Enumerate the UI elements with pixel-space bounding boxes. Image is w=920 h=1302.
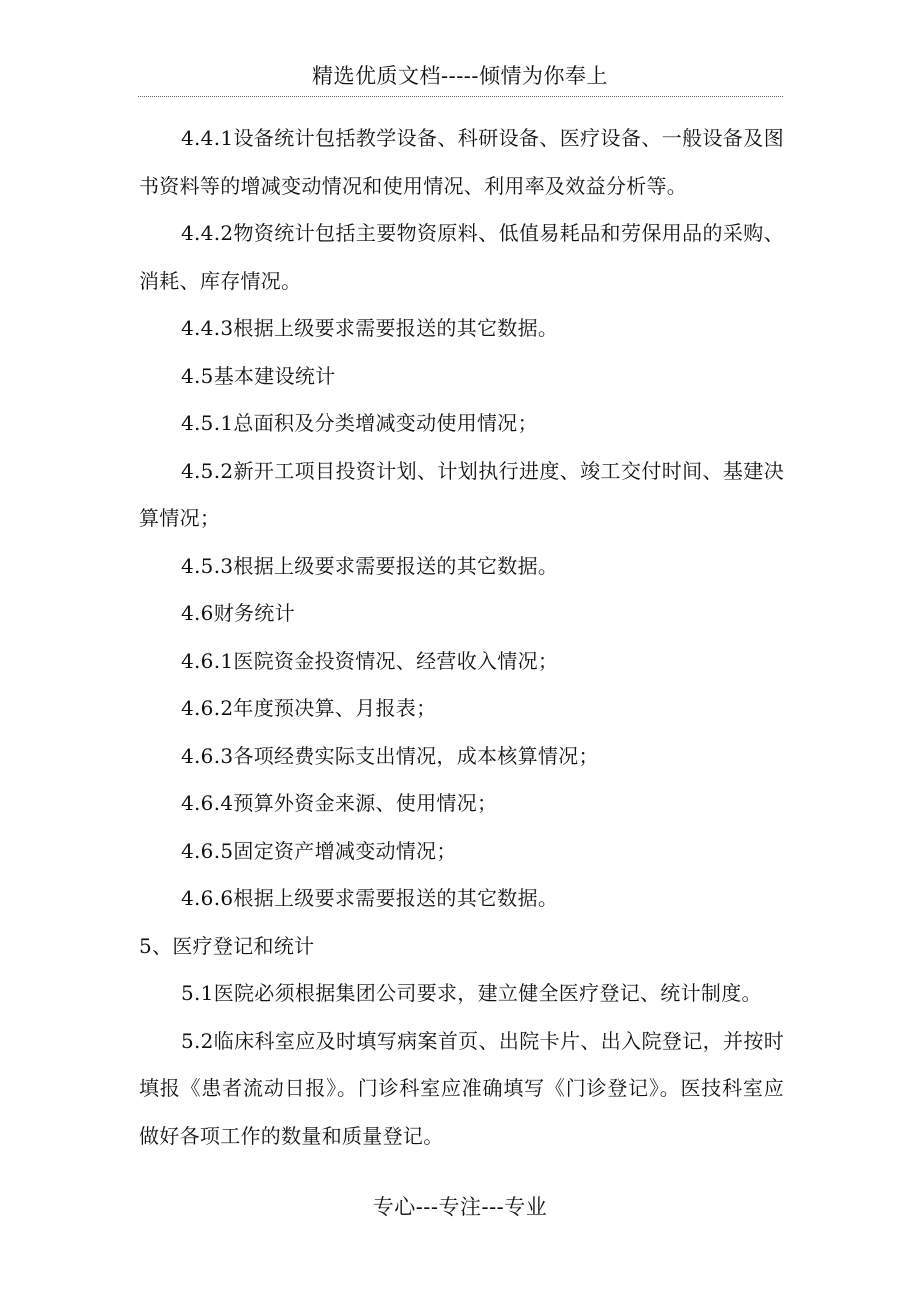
header-divider bbox=[138, 96, 783, 97]
paragraph-4-6-1: 4.6.1医院资金投资情况、经营收入情况； bbox=[181, 648, 559, 673]
paragraph-4-4-2: 4.4.2物资统计包括主要物资原料、低值易耗品和劳保用品的采购、消耗、库存情况。 bbox=[139, 221, 784, 293]
document-body bbox=[139, 115, 784, 1160]
paragraph-4-5-1: 4.5.1总面积及分类增减变动使用情况； bbox=[181, 411, 538, 435]
paragraph-4-4-3: 4.4.3根据上级要求需要报送的其它数据。 bbox=[181, 316, 559, 340]
section-heading-4-6: 4.6财务统计 bbox=[181, 601, 295, 625]
paragraph-4-6-6: 4.6.6根据上级要求需要报送的其它数据。 bbox=[181, 886, 559, 910]
paragraph-4-6-5: 4.6.5固定资产增减变动情况； bbox=[181, 838, 457, 863]
paragraph-4-6-4: 4.6.4预算外资金来源、使用情况； bbox=[181, 791, 498, 815]
page-header: 精选优质文档-----倾情为你奉上 bbox=[312, 64, 608, 88]
paragraph-4-5-3: 4.5.3根据上级要求需要报送的其它数据。 bbox=[181, 553, 559, 578]
paragraph-4-6-2: 4.6.2年度预决算、月报表； bbox=[181, 696, 437, 720]
paragraph-5-2: 5.2临床科室应及时填写病案首页、出院卡片、出入院登记，并按时填报《患者流动日报》。门诊科室应准确填写《门诊登记》。医技科室应做好各项工作的数量和质量登记。 bbox=[139, 1028, 784, 1148]
section-heading-5: 5、医疗登记和统计 bbox=[139, 933, 315, 958]
page-footer: 专心---专注---专业 bbox=[372, 1195, 548, 1219]
paragraph-4-6-3: 4.6.3各项经费实际支出情况，成本核算情况； bbox=[181, 743, 599, 768]
section-heading-4-5: 4.5基本建设统计 bbox=[181, 363, 336, 388]
paragraph-4-4-1: 4.4.1设备统计包括教学设备、科研设备、医疗设备、一般设备及图书资料等的增减变动情况和使用情况、利用率及效益分析等。 bbox=[139, 126, 784, 198]
paragraph-4-5-2: 4.5.2新开工项目投资计划、计划执行进度、竣工交付时间、基建决算情况； bbox=[139, 458, 784, 530]
paragraph-5-1: 5.1医院必须根据集团公司要求，建立健全医疗登记、统计制度。 bbox=[181, 981, 762, 1005]
